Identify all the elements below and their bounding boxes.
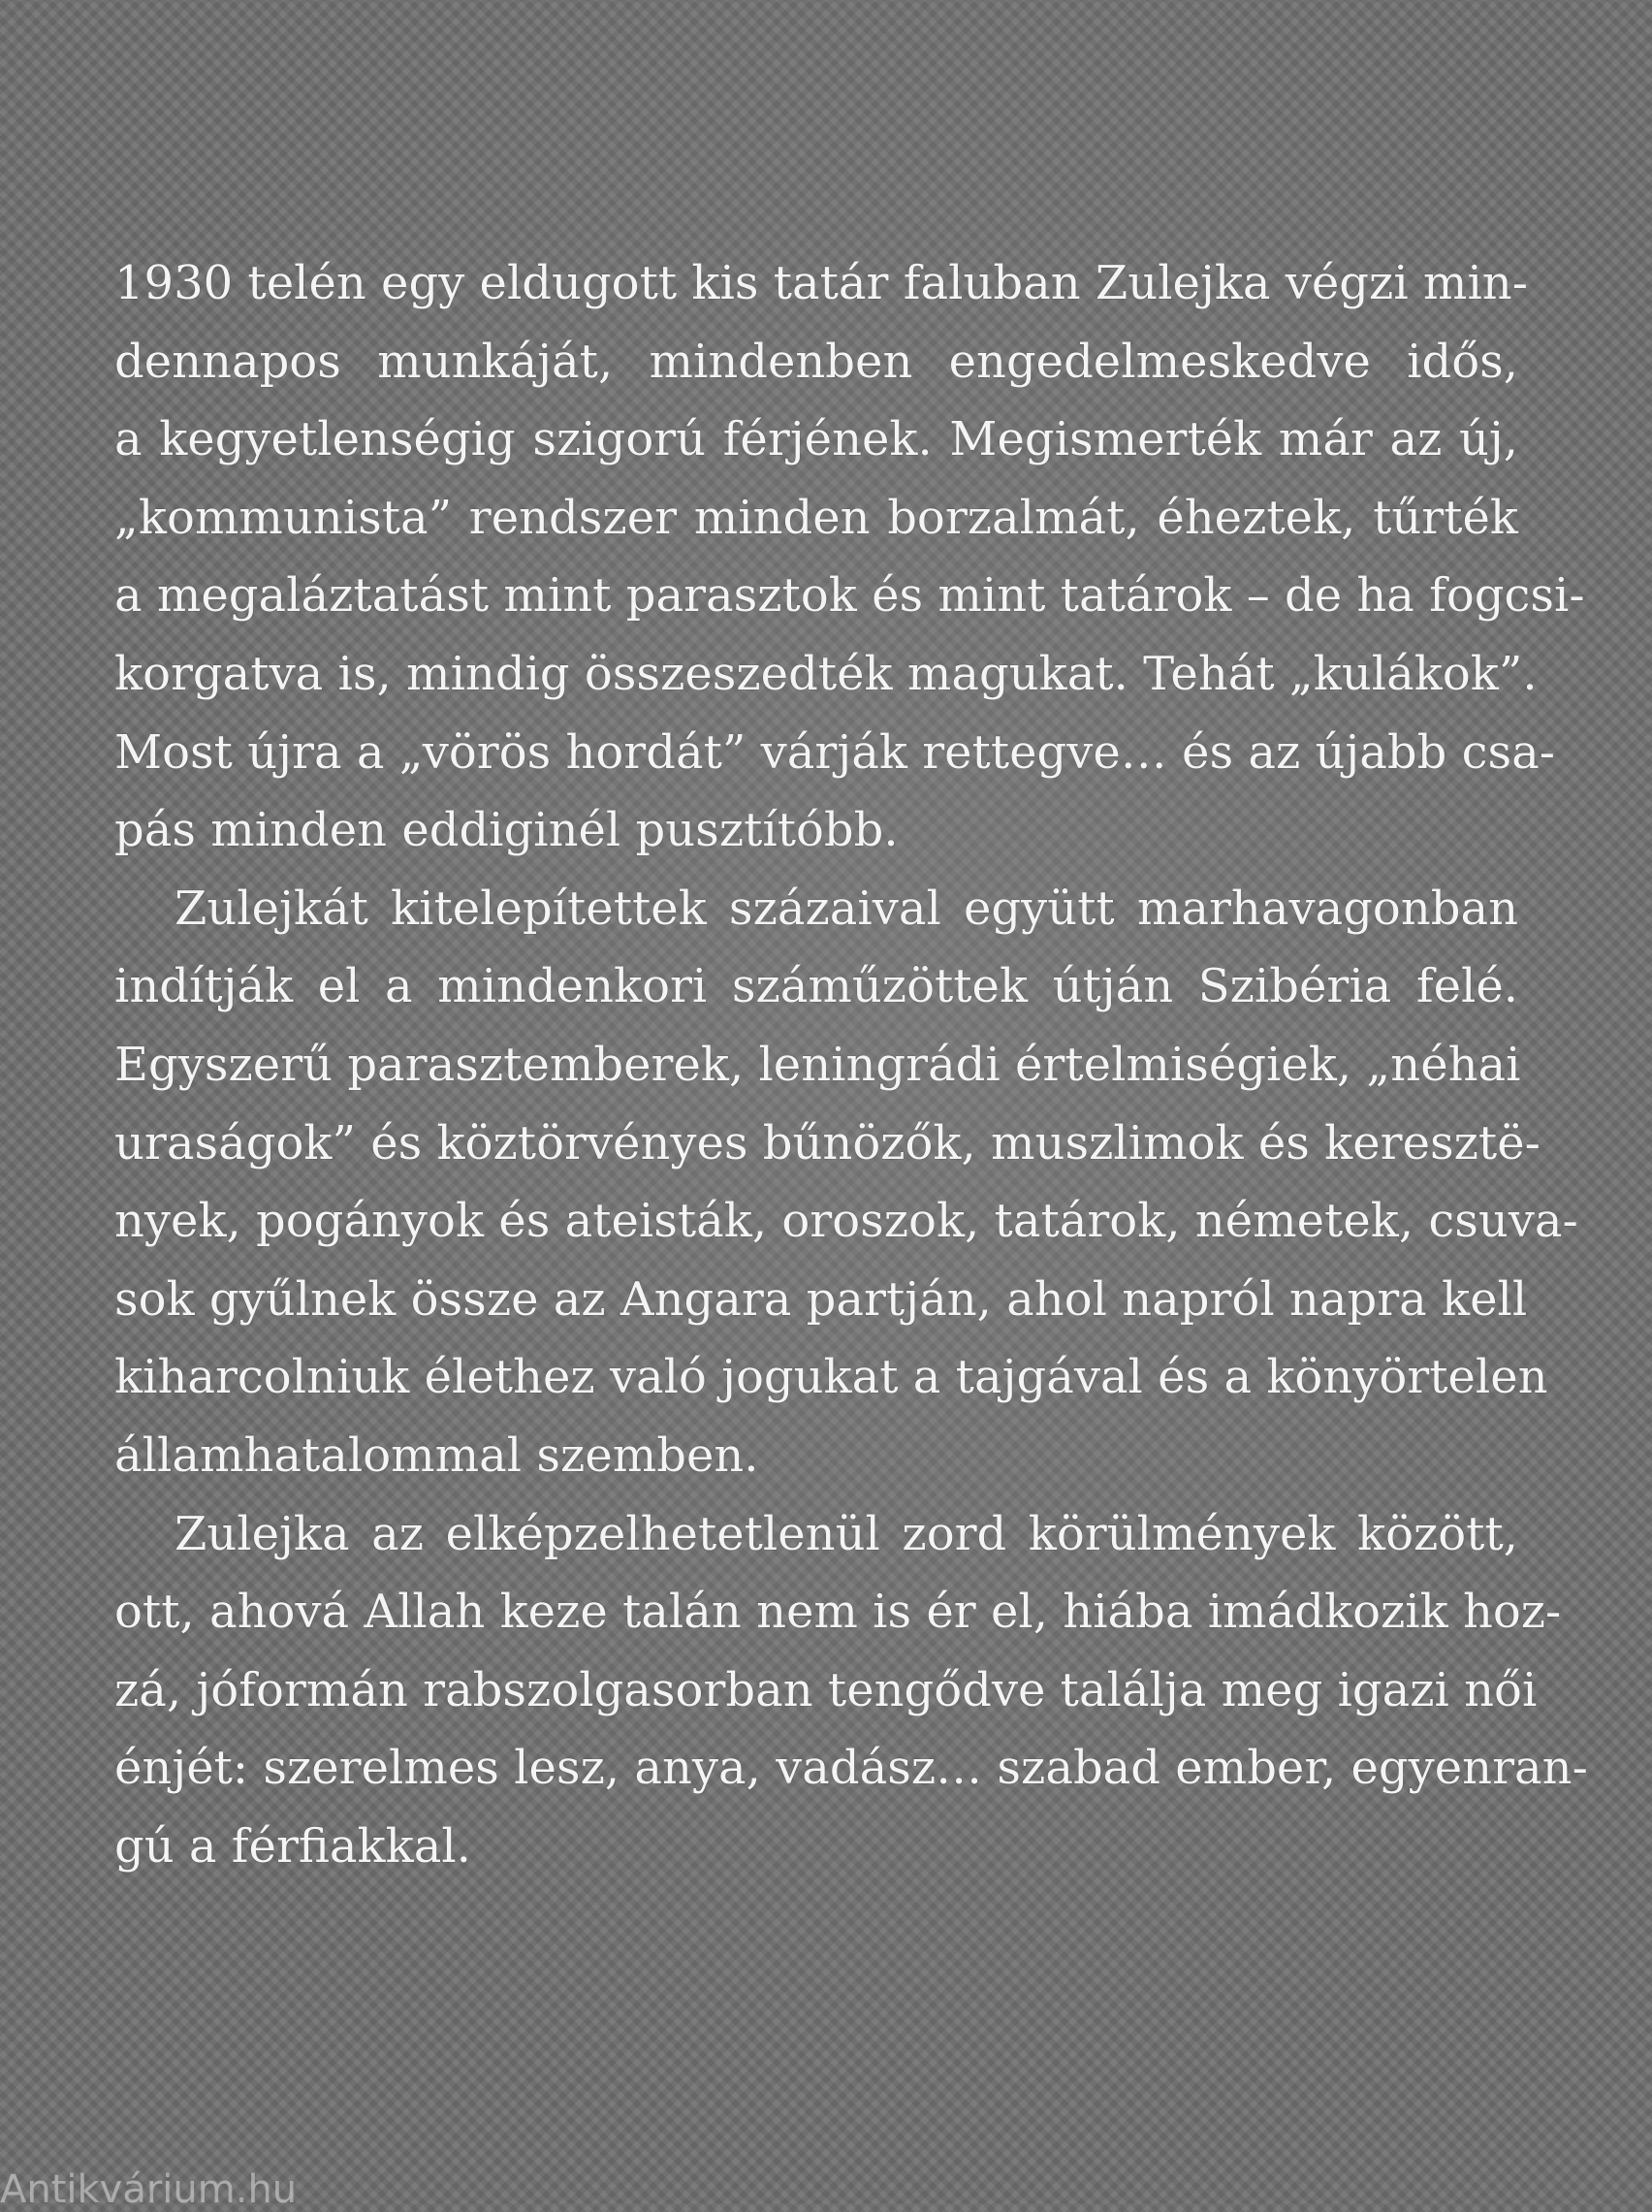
text-line: Most újra a „vörös hordát” várják rettegve… és az újabb csa- (114, 724, 1555, 780)
text-line: dennapos munkáját, mindenben engedelmeskedve idős, (114, 334, 1518, 389)
text-line: gú a férfiakkal. (114, 1818, 471, 1874)
text-line: államhatalommal szemben. (114, 1427, 759, 1483)
blurb-paragraph (114, 870, 1578, 1495)
text-line: indítják el a mindenkori száműzöttek útján Szibéria felé. (114, 959, 1518, 1014)
text-line: korgatva is, mindig összeszedték magukat. Tehát „kulákok”. (114, 646, 1538, 701)
text-line: kiharcolniuk élethez való jogukat a tajgával és a könyörtelen (114, 1350, 1548, 1405)
text-line: 1930 telén egy eldugott kis tatár faluban Zulejka végzi min- (114, 256, 1528, 310)
text-line: „kommunista” rendszer minden borzalmát, éheztek, tűrték (114, 490, 1518, 545)
text-line: sok gyűlnek össze az Angara partján, ahol napról napra kell (114, 1271, 1528, 1327)
text-line: Zulejka az elképzelhetetlenül zord körülmények között, (175, 1506, 1518, 1561)
text-line: Egyszerű parasztemberek, leningrádi értelmiségiek, „néhai (114, 1037, 1521, 1092)
text-line: a kegyetlenségig szigorú férjének. Megismerték már az új, (114, 412, 1518, 467)
watermark-text: Antikvárium.hu (0, 2167, 298, 2212)
text-line: uraságok” és köztörvényes bűnözők, muszlimok és keresztё- (114, 1115, 1541, 1170)
text-line: zá, jóformán rabszolgasorban tengődve találja meg igazi női (114, 1662, 1538, 1717)
blurb-paragraph (114, 1495, 1588, 1886)
text-line: nyek, pogányok és ateisták, oroszok, tatárok, németek, csuva- (114, 1194, 1578, 1249)
text-line: pás minden eddiginél pusztítóbb. (114, 803, 899, 858)
text-line: énjét: szerelmes lesz, anya, vadász… szabad ember, egyenran- (114, 1741, 1588, 1796)
text-line: a megaláztatást mint parasztok és mint tatárok – de ha fogcsi- (114, 568, 1585, 624)
blurb-paragraph (114, 244, 1585, 870)
text-line: Zulejkát kitelepítettek százaival együtt marhavagonban (175, 881, 1518, 936)
blurb-text (114, 244, 1588, 1885)
text-line: ott, ahová Allah keze talán nem is ér el, hiába imádkozik hoz- (114, 1585, 1562, 1640)
